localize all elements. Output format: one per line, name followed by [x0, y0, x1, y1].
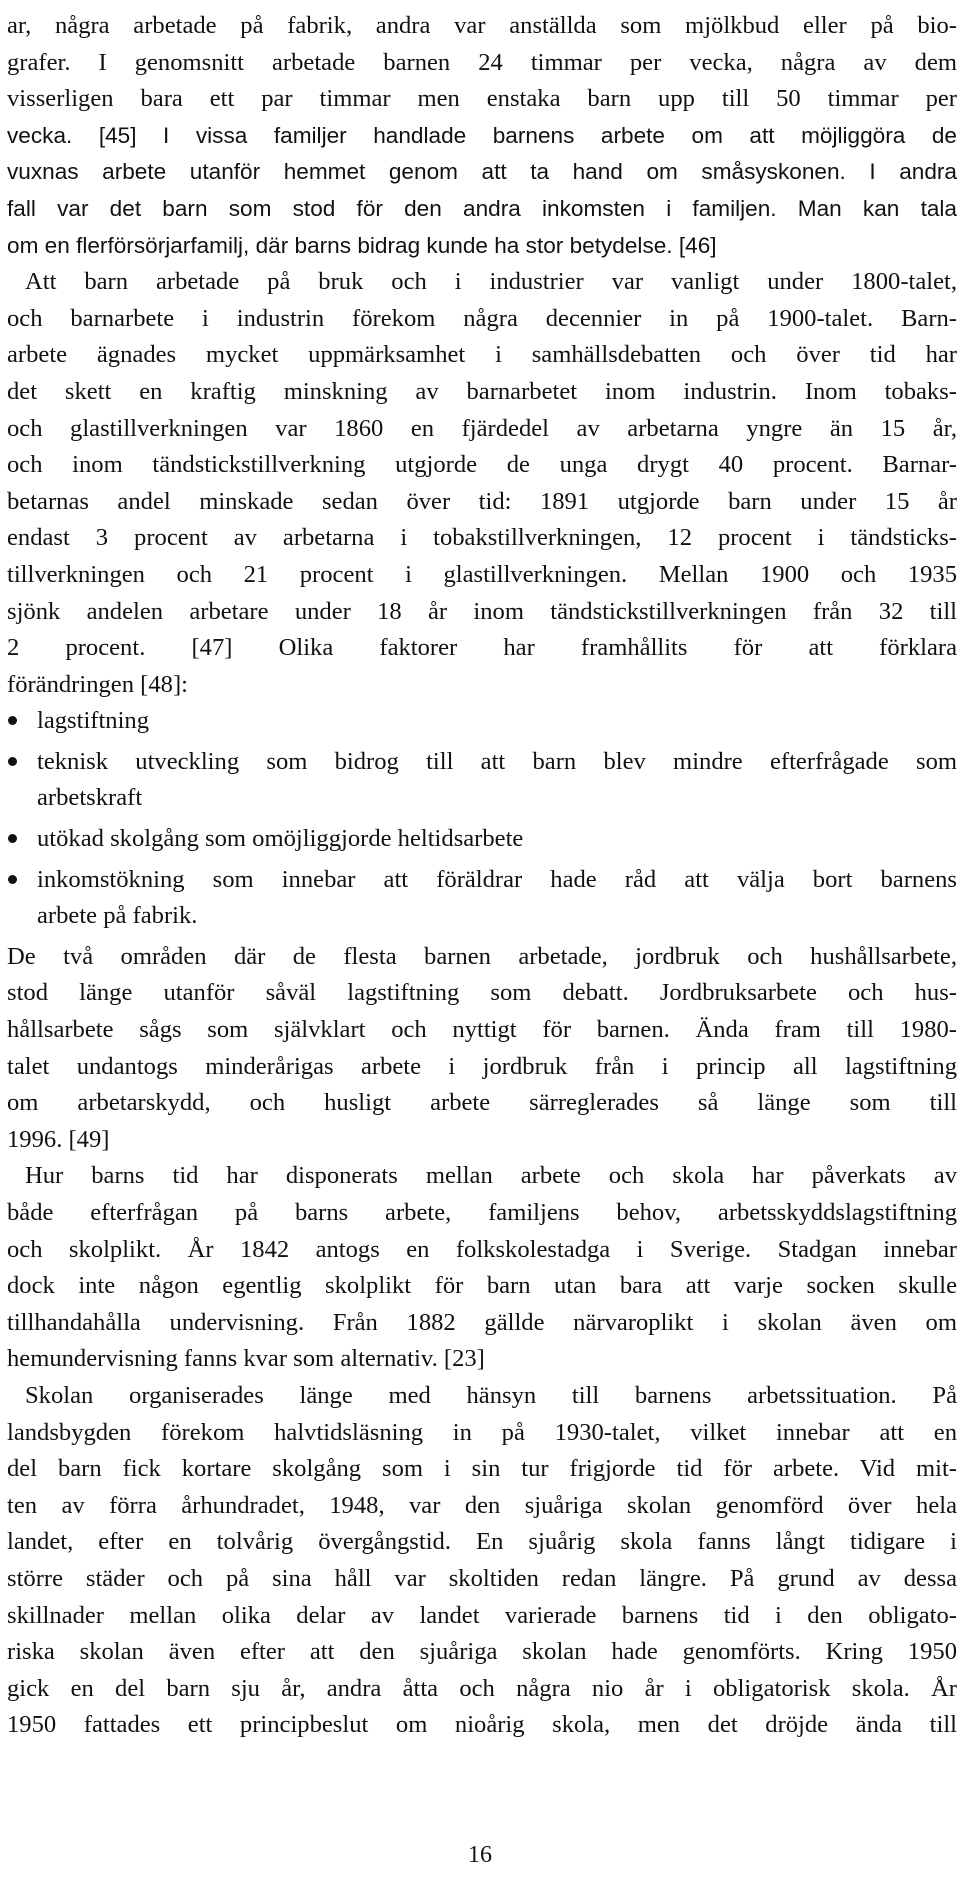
text-line: det skett en kraftig minskning av barnarbetet inom industrin. Inom tobaks- — [7, 377, 957, 405]
text-line: 2 procent. [47] Olika faktorer har framhållits för att förklara — [7, 634, 957, 662]
body-text — [7, 8, 957, 1744]
text-line: endast 3 procent av arbetarna i tobakstillverkningen, 12 procent i tändsticks- — [7, 524, 957, 552]
text-line: 1996. [49] — [7, 1125, 110, 1153]
text-line: talet undantogs minderårigas arbete i jordbruk från i princip all lagstiftning — [7, 1052, 957, 1080]
text-line: De två områden där de flesta barnen arbetade, jordbruk och hushållsarbete, — [7, 942, 957, 970]
text-line: tillhandahålla undervisning. Från 1882 gällde närvaroplikt i skolan även om — [7, 1308, 957, 1336]
text-line: dock inte någon egentlig skolplikt för barn utan bara att varje socken skulle — [7, 1272, 957, 1300]
text-line: tillverkningen och 21 procent i glastillverkningen. Mellan 1900 och 1935 — [7, 560, 957, 588]
text-line: sjönk andelen arbetare under 18 år inom tändstickstillverkningen från 32 till — [7, 597, 957, 625]
text-line: vuxnas arbete utanför hemmet genom att ta hand om småsyskonen. I andra — [7, 159, 957, 185]
text-line: gick en del barn sju år, andra åtta och några nio år i obligatorisk skola. År — [7, 1674, 957, 1702]
text-line: och inom tändstickstillverkning utgjorde de unga drygt 40 procent. Barnar- — [7, 451, 957, 479]
text-line: betarnas andel minskade sedan över tid: 1891 utgjorde barn under 15 år — [7, 487, 957, 515]
bullet-icon — [8, 875, 17, 884]
list-item-text: inkomstökning som innebar att föräldrar hade råd att välja bort barnens — [37, 865, 957, 893]
list-item-text: arbete på fabrik. — [37, 902, 198, 930]
text-line: skillnader mellan olika delar av landet varierade barnens tid i den obligato- — [7, 1601, 957, 1629]
text-line: hållsarbete sågs som självklart och nyttigt för barnen. Ända fram till 1980- — [7, 1016, 957, 1044]
text-line: och skolplikt. År 1842 antogs en folkskolestadga i Sverige. Stadgan innebar — [7, 1235, 957, 1263]
paragraph-agriculture-and-school — [7, 939, 957, 1744]
text-line: landsbygden förekom halvtidsläsning in på 1930-talet, vilket innebar att en — [7, 1418, 957, 1446]
text-line: arbete ägnades mycket uppmärksamhet i samhällsdebatten och över tid har — [7, 341, 957, 369]
text-line: Hur barns tid har disponerats mellan arbete och skola har påverkats av — [25, 1162, 957, 1190]
text-line: grafer. I genomsnitt arbetade barnen 24 timmar per vecka, några av dem — [7, 48, 957, 76]
list-item — [7, 703, 957, 740]
text-line: större städer och på sina håll var skoltiden redan längre. På grund av dessa — [7, 1564, 957, 1592]
list-item — [7, 744, 957, 817]
text-line: och glastillverkningen var 1860 en fjärdedel av arbetarna yngre än 15 år, — [7, 414, 957, 442]
list-item-text: utökad skolgång som omöjliggjorde heltidsarbete — [37, 825, 524, 853]
text-line: riska skolan även efter att den sjuåriga skolan hade genomförts. Kring 1950 — [7, 1638, 957, 1666]
text-line: stod länge utanför såväl lagstiftning som debatt. Jordbruksarbete och hus- — [7, 979, 957, 1007]
list-item — [7, 862, 957, 935]
text-line: fall var det barn som stod för den andra inkomsten i familjen. Man kan tala — [7, 195, 957, 221]
text-line: om arbetarskydd, och husligt arbete särreglerades så länge som till — [7, 1089, 957, 1117]
paragraph-child-labor — [7, 8, 957, 703]
text-line: Att barn arbetade på bruk och i industrier var vanligt under 1800-talet, — [25, 268, 957, 296]
text-line: ten av förra århundradet, 1948, var den sjuåriga skolan genomförd över hela — [7, 1491, 957, 1519]
list-item-text: arbetskraft — [37, 784, 143, 812]
text-line: hemundervisning fanns kvar som alternativ. [23] — [7, 1345, 485, 1373]
bullet-icon — [8, 757, 17, 766]
text-line: både efterfrågan på barns arbete, familjens behov, arbetsskyddslagstiftning — [7, 1199, 957, 1226]
text-line: visserligen bara ett par timmar men enstaka barn upp till 50 timmar per — [7, 85, 957, 113]
text-line: 1950 fattades ett principbeslut om nioårig skola, men det dröjde ända till — [7, 1711, 957, 1739]
page-number: 16 — [468, 1842, 492, 1868]
text-line: vecka. [45] I vissa familjer handlade barnens arbete om att möjliggöra de — [7, 122, 957, 148]
bullet-icon — [8, 834, 17, 843]
text-line: Skolan organiserades länge med hänsyn till barnens arbetssituation. På — [25, 1381, 957, 1409]
text-line: landet, efter en tolvårig övergångstid. En sjuårig skola fanns långt tidigare i — [7, 1528, 957, 1556]
text-line: ar, några arbetade på fabrik, andra var anställda som mjölkbud eller på bio- — [7, 12, 957, 39]
list-item-text: teknisk utveckling som bidrog till att barn blev mindre efterfrågade som — [37, 747, 957, 775]
text-line: och barnarbete i industrin förekom några decennier in på 1900-talet. Barn- — [7, 304, 957, 332]
factors-bullet-list — [7, 703, 957, 939]
list-item — [7, 821, 957, 858]
text-line: del barn fick kortare skolgång som i sin tur frigjorde tid för arbete. Vid mit- — [7, 1455, 957, 1483]
text-line: förändringen [48]: — [7, 670, 188, 698]
list-item-text: lagstiftning — [37, 707, 150, 735]
text-line: om en flerförsörjarfamilj, där barns bidrag kunde ha stor betydelse. [46] — [7, 232, 717, 258]
